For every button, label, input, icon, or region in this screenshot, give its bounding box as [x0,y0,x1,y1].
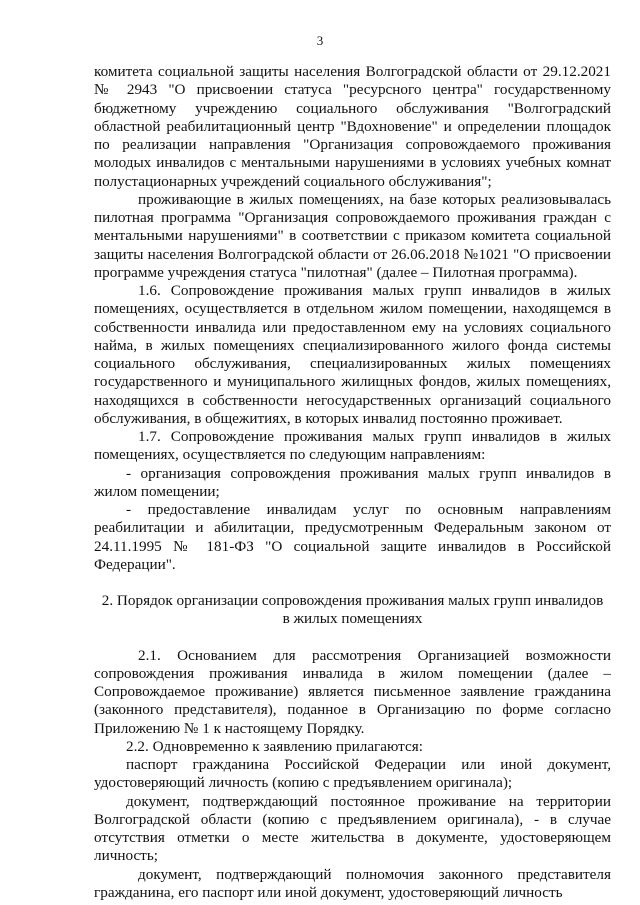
list-item-passport: паспорт гражданина Российской Федерации или иной документ, удостоверяющий личность (копию с предъявлением оригинала); [94,756,611,792]
list-item-organization: - организация сопровождения проживания малых групп инвалидов в жилом помещении; [94,464,611,500]
section-spacer [94,574,611,592]
page-number: 3 [316,33,324,48]
paragraph-2-1: 2.1. Основанием для рассмотрения Организацией возможности сопровождения проживания инвалида в жилом помещении (далее – Сопровождаемое проживание) является письменное заявление гражданина (законного представителя), поданное в Организацию по форме согласно Приложению № 1 к настоящему Порядку. [94,646,611,737]
list-item-residence-document: документ, подтверждающий постоянное проживание на территории Волгоградской области (копию с предъявлением оригинала), - в случае отсутствия отметки о месте жительства в документе, удостоверяющем личность; [94,792,611,865]
section-heading [94,592,611,629]
section-spacer [94,629,611,647]
list-item-services: - предоставление инвалидам услуг по основным направлениям реабилитации и абилитации, предусмотренным Федеральным законом от 24.11.1995 № 181-ФЗ "О социальной защите инвалидов в Российской Федерации". [94,501,611,573]
list-item-representative-document: документ, подтверждающий полномочия законного представителя гражданина, его паспорт или иной документ, удостоверяющий личность [94,865,611,901]
document-body [94,63,611,902]
section-heading-line-2: в жилых помещениях [282,610,423,628]
paragraph-1-6: 1.6. Сопровождение проживания малых групп инвалидов в жилых помещениях, осуществляется в отдельном жилом помещении, находящемся в собственности инвалида или предоставленном ему на условиях социального найма, в жилых помещениях специализированного жилого фонда системы социального обслуживания, специализированных жилых помещениях государственного и муниципального жилищных фондов, жилых помещениях, находящихся в собственности негосударственных организаций социального обслуживания, в общежитиях, в которых инвалид постоянно проживает. [94,282,611,427]
paragraph-1-7: 1.7. Сопровождение проживания малых групп инвалидов в жилых помещениях, осуществляется по следующим направлениям: [94,428,611,464]
paragraph-pilot-program: проживающие в жилых помещениях, на базе которых реализовывалась пилотная программа "Организация сопровождаемого проживания граждан с ментальными нарушениями" в соответствии с приказом комитета социальной защиты населения Волгоградской области от 26.06.2018 №1021 "О присвоении программе учреждения статуса "пилотная" (далее – Пилотная программа). [94,190,611,281]
paragraph-2-2: 2.2. Одновременно к заявлению прилагаются: [126,737,423,755]
section-heading-line-1: 2. Порядок организации сопровождения проживания малых групп инвалидов [101,592,604,609]
paragraph-order-reference: комитета социальной защиты населения Волгоградской области от 29.12.2021 № 2943 "О присвоении статуса "ресурсного центра" государственному бюджетному учреждению социального обслуживания "Волгоградский областной реабилитационный центр "Вдохновение" и определении площадок по реализации направления "Организация сопровождаемого проживания молодых инвалидов с ментальными нарушениями в условиях учебных комнат полустационарных учреждений социального обслуживания"; [94,63,611,190]
